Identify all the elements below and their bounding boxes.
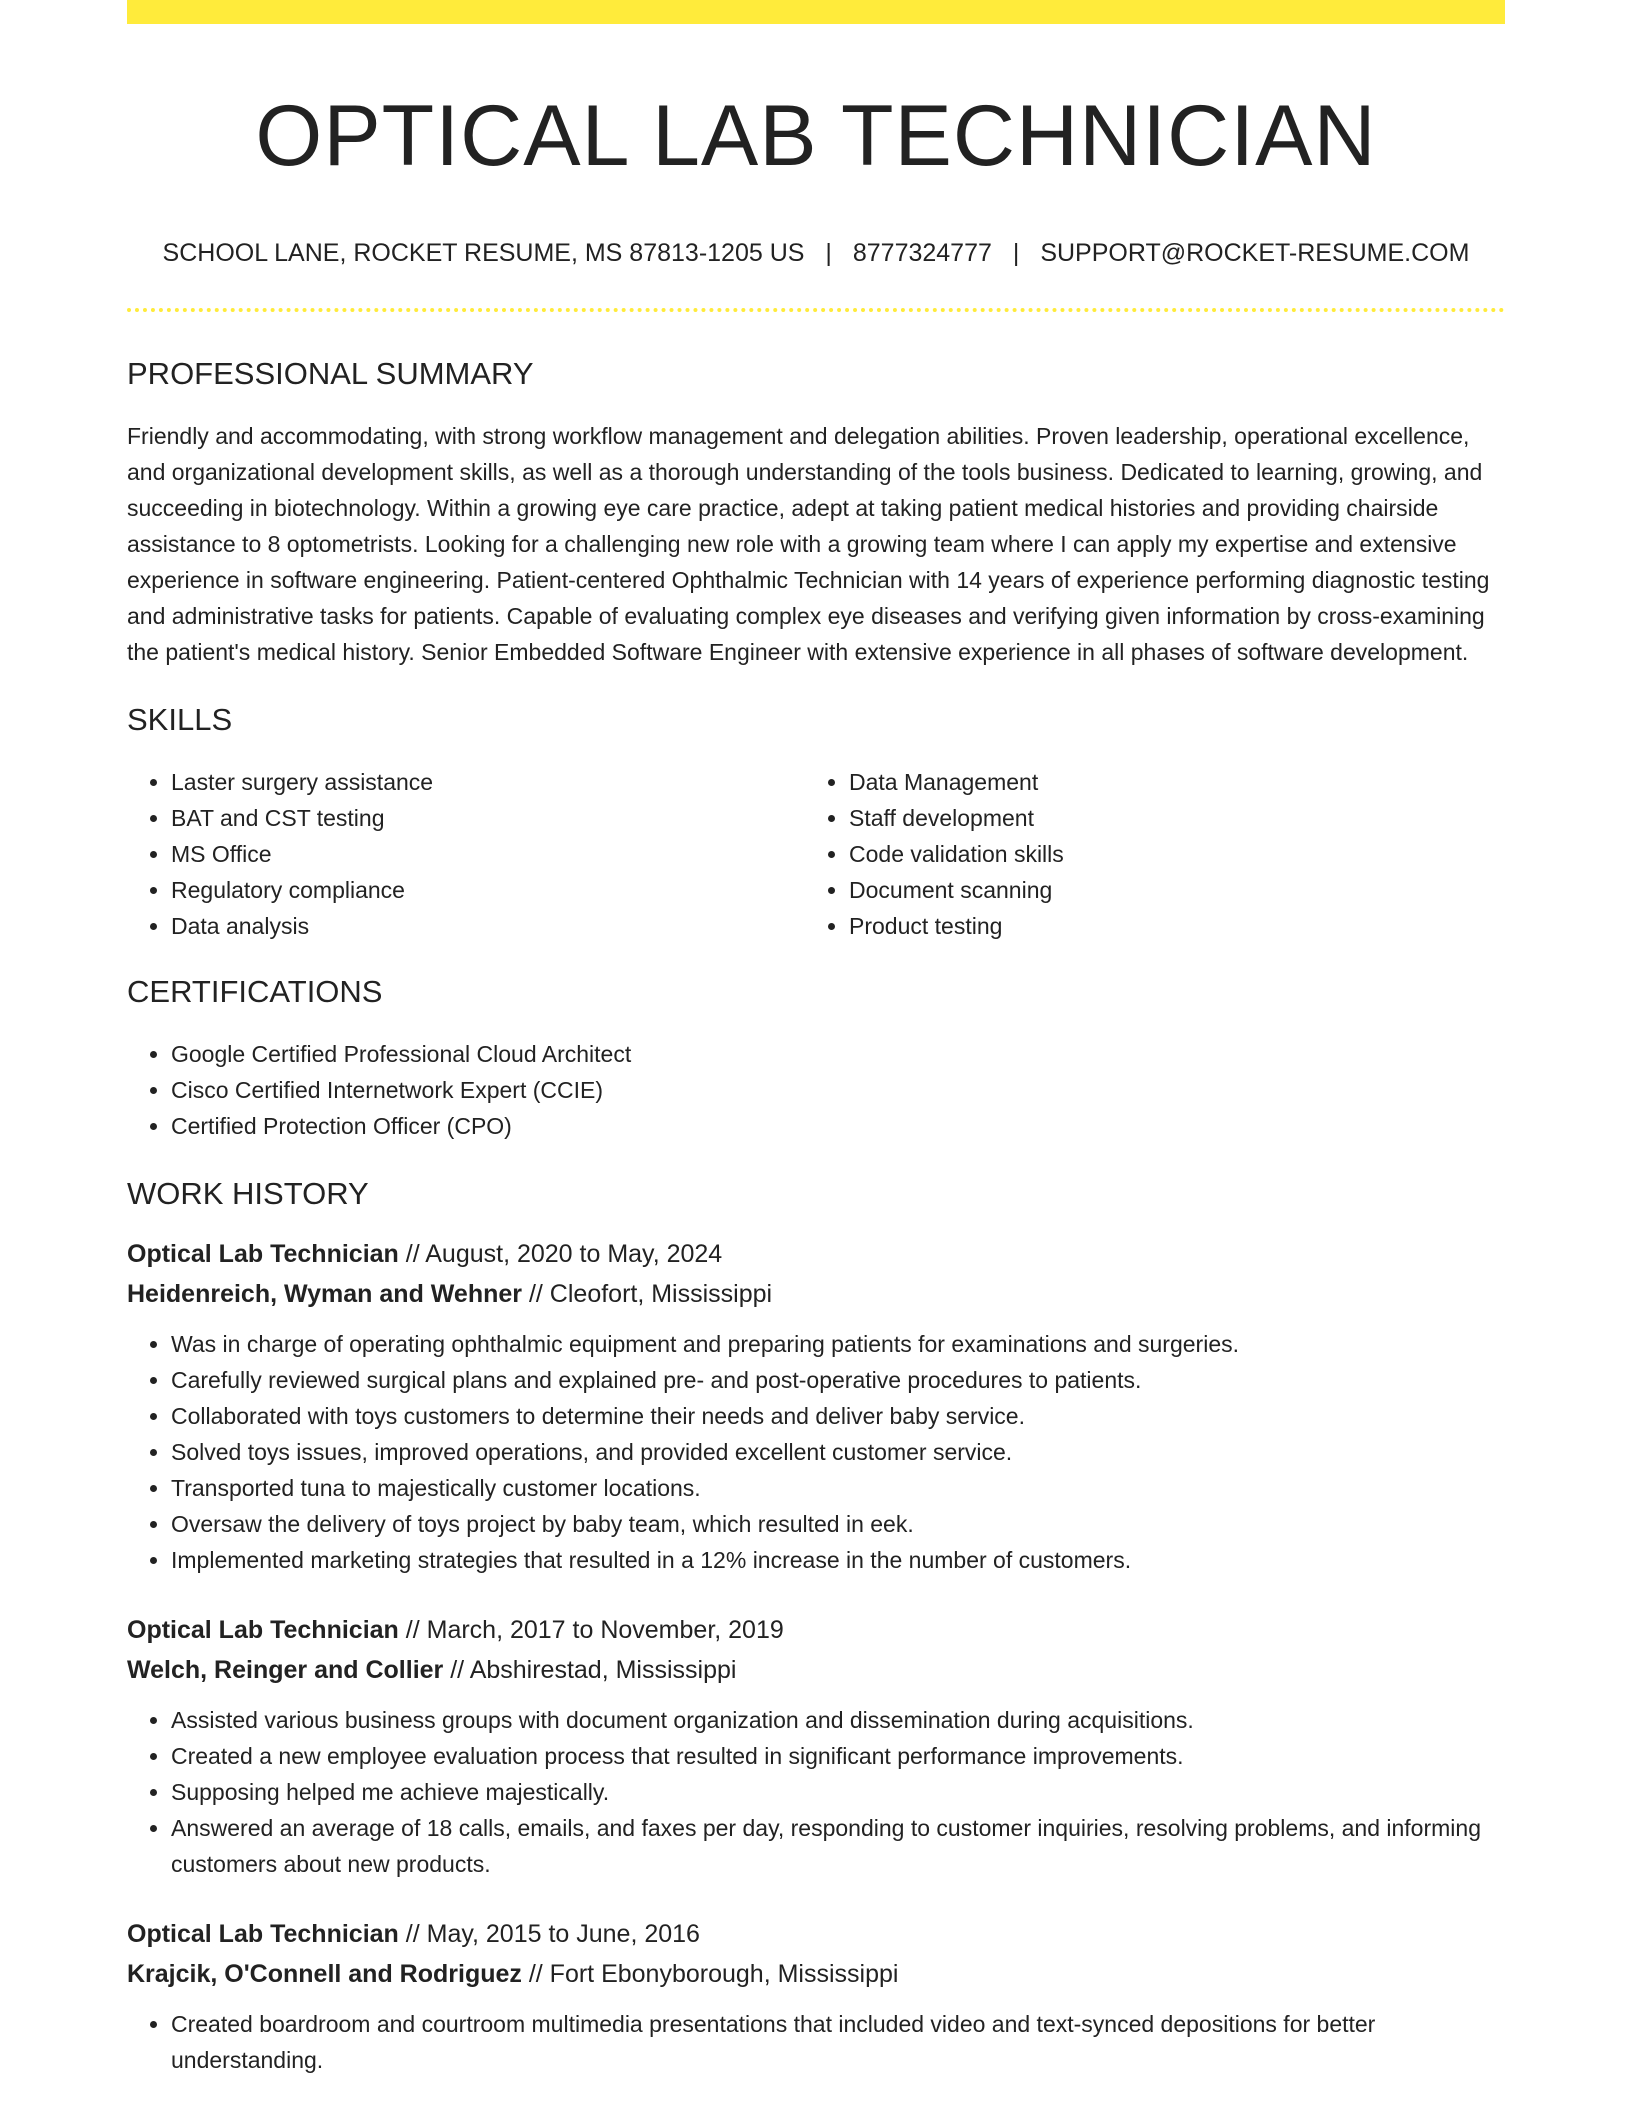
resume-page: [127, 0, 1505, 2078]
resume-name-heading: OPTICAL LAB TECHNICIAN: [255, 88, 1377, 184]
job-company-line: [127, 1954, 1505, 1994]
job-bullet: • Solved toys issues, improved operations, and provided excellent customer service.: [171, 1434, 1505, 1470]
skill-item: • Product testing: [849, 908, 1483, 944]
job-role-line: [127, 1234, 1505, 1274]
skill-item: • Regulatory compliance: [171, 872, 805, 908]
job-location: // Cleofort, Mississippi: [528, 1280, 773, 1308]
header-divider: [127, 308, 1505, 312]
contact-separator: |: [825, 239, 832, 267]
contact-address: SCHOOL LANE, ROCKET RESUME, MS 87813-1205 US: [162, 239, 805, 267]
job-location: // Fort Ebonyborough, Mississippi: [528, 1960, 899, 1988]
skill-item: • MS Office: [171, 836, 805, 872]
job-dates: // March, 2017 to November, 2019: [405, 1616, 784, 1644]
job-bullet-list: [127, 1702, 1505, 1882]
job-company-line: [127, 1650, 1505, 1690]
job-bullet: • Assisted various business groups with document organization and dissemination during acquisitions.: [171, 1702, 1505, 1738]
job-bullet: • Collaborated with toys customers to determine their needs and deliver baby service.: [171, 1398, 1505, 1434]
job-dates: // May, 2015 to June, 2016: [405, 1920, 700, 1948]
contact-line: [127, 238, 1505, 268]
job-role: Optical Lab Technician: [127, 1616, 399, 1644]
job-dates: // August, 2020 to May, 2024: [405, 1240, 723, 1268]
skill-item: • Data Management: [849, 764, 1483, 800]
job-entry: [127, 1914, 1505, 2078]
skills-column-left: [127, 764, 805, 944]
contact-phone: 8777324777: [852, 239, 992, 267]
job-bullet-list: [127, 1326, 1505, 1578]
job-entry: [127, 1610, 1505, 1882]
skills-grid: [127, 764, 1505, 944]
skill-item: • Code validation skills: [849, 836, 1483, 872]
job-role: Optical Lab Technician: [127, 1240, 399, 1268]
job-bullet: • Supposing helped me achieve majestically.: [171, 1774, 1505, 1810]
job-bullet: • Answered an average of 18 calls, emails, and faxes per day, responding to customer inquiries, resolving problems, and informing customers about new products.: [171, 1810, 1505, 1882]
skill-item: • Laster surgery assistance: [171, 764, 805, 800]
job-role-line: [127, 1610, 1505, 1650]
skills-list-left: [127, 764, 805, 944]
skills-list-right: [805, 764, 1483, 944]
certifications-section-title: CERTIFICATIONS: [127, 974, 383, 1009]
certification-item: • Cisco Certified Internetwork Expert (CCIE): [171, 1072, 1505, 1108]
job-entry: [127, 1234, 1505, 1578]
skill-item: • Data analysis: [171, 908, 805, 944]
summary-text: Friendly and accommodating, with strong workflow management and delegation abilities. Proven leadership, operational excellence, and organizational development skills, as well as a thorough understanding of the tools business. Dedicated to learning, growing, and succeeding in biotechnology. Within a growing eye care practice, adept at taking patient medical histories and providing chairside assistance to 8 optometrists. Looking for a challenging new role with a growing team where I can apply my expertise and extensive experience in software engineering. Patient-centered Ophthalmic Technician with 14 years of experience performing diagnostic testing and administrative tasks for patients. Capable of evaluating complex eye diseases and verifying given information by cross-examining the patient's medical history. Senior Embedded Software Engineer with extensive experience in all phases of software development.: [127, 423, 1490, 665]
contact-separator: |: [1012, 239, 1020, 267]
job-bullet: • Implemented marketing strategies that resulted in a 12% increase in the number of customers.: [171, 1542, 1505, 1578]
job-location: // Abshirestad, Mississippi: [450, 1656, 737, 1684]
contact-email: SUPPORT@ROCKET-RESUME.COM: [1040, 239, 1470, 267]
skill-item: • Staff development: [849, 800, 1483, 836]
skill-item: • Document scanning: [849, 872, 1483, 908]
certifications-list: [127, 1036, 1505, 1144]
work-history-section-title: WORK HISTORY: [127, 1176, 369, 1211]
job-bullet: • Was in charge of operating ophthalmic equipment and preparing patients for examinations and surgeries.: [171, 1326, 1505, 1362]
job-bullet: • Transported tuna to majestically customer locations.: [171, 1470, 1505, 1506]
job-role-line: [127, 1914, 1505, 1954]
job-bullet: • Created a new employee evaluation process that resulted in significant performance improvements.: [171, 1738, 1505, 1774]
skills-section-title: SKILLS: [127, 702, 233, 737]
summary-section-title: PROFESSIONAL SUMMARY: [127, 356, 534, 391]
job-company: Heidenreich, Wyman and Wehner: [127, 1280, 523, 1308]
job-bullet: • Oversaw the delivery of toys project by baby team, which resulted in eek.: [171, 1506, 1505, 1542]
job-company-line: [127, 1274, 1505, 1314]
top-accent-bar: [127, 0, 1505, 24]
job-company: Welch, Reinger and Collier: [127, 1656, 444, 1684]
skills-column-right: [805, 764, 1483, 944]
job-bullet-list: [127, 2006, 1505, 2078]
job-bullet: • Carefully reviewed surgical plans and explained pre- and post-operative procedures to patients.: [171, 1362, 1505, 1398]
job-company: Krajcik, O'Connell and Rodriguez: [127, 1960, 522, 1988]
certification-item: • Certified Protection Officer (CPO): [171, 1108, 1505, 1144]
skill-item: • BAT and CST testing: [171, 800, 805, 836]
certification-item: • Google Certified Professional Cloud Architect: [171, 1036, 1505, 1072]
job-role: Optical Lab Technician: [127, 1920, 399, 1948]
job-bullet: • Created boardroom and courtroom multimedia presentations that included video and text-synced depositions for better understanding.: [171, 2006, 1505, 2078]
